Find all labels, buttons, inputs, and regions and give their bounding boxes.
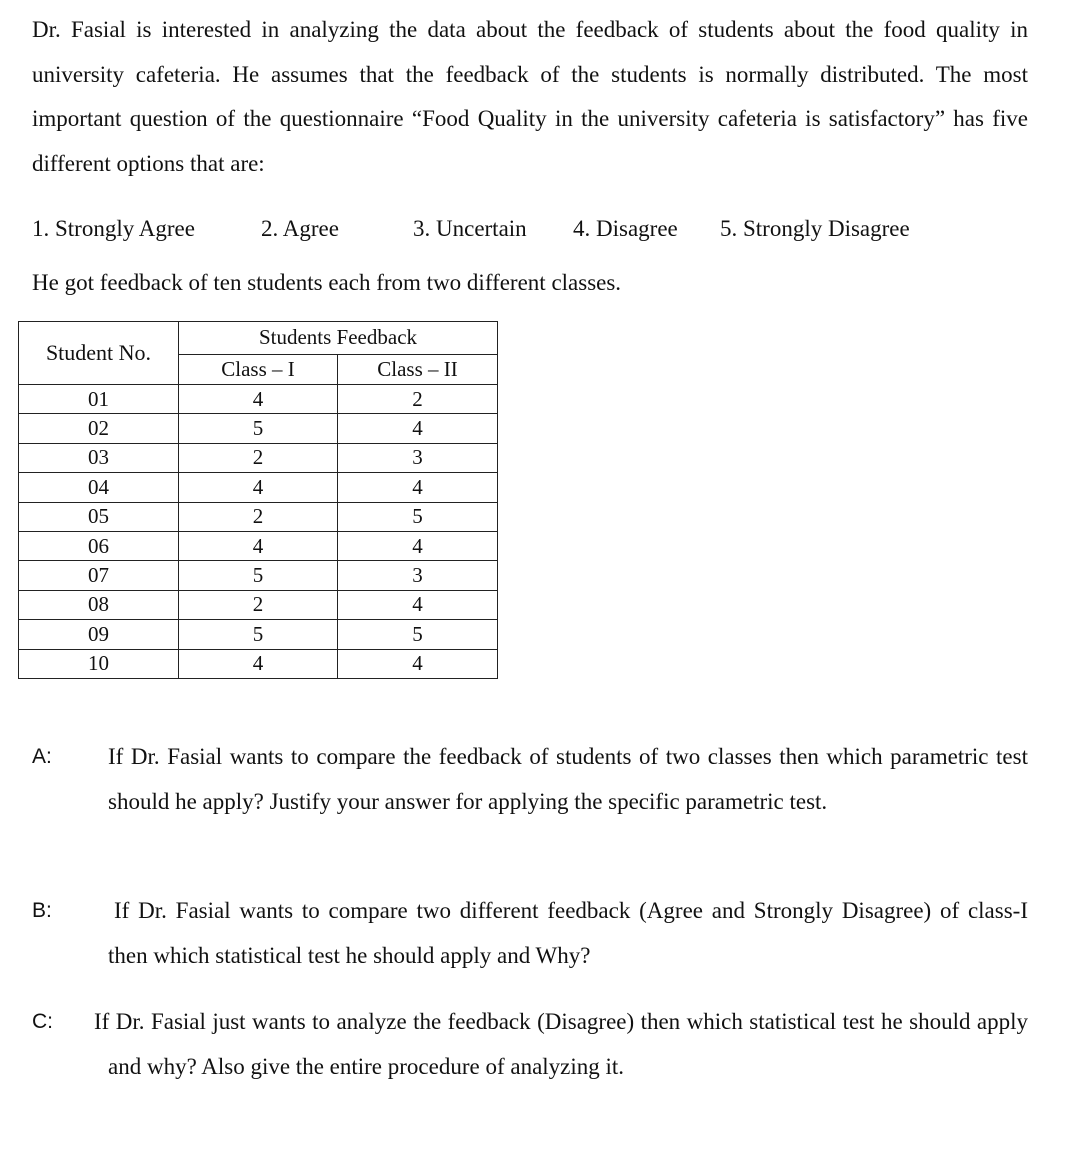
students-feedback-header: Students Feedback bbox=[179, 322, 498, 355]
class-2-cell: 4 bbox=[338, 649, 498, 678]
table-row bbox=[19, 443, 498, 472]
question-c-label: C: bbox=[32, 1010, 53, 1033]
student-no-cell: 06 bbox=[19, 531, 179, 560]
option-agree: 2. Agree bbox=[261, 216, 339, 241]
question-b-text: If Dr. Fasial wants to compare two different feedback (Agree and Strongly Disagree) of class-I then which statistical test he should apply and Why? bbox=[108, 898, 1028, 968]
class-2-cell: 5 bbox=[338, 502, 498, 531]
student-no-cell: 05 bbox=[19, 502, 179, 531]
table-row bbox=[19, 561, 498, 590]
question-c-text: If Dr. Fasial just wants to analyze the feedback (Disagree) then which statistical test he should apply and why? Also give the entire procedure of analyzing it. bbox=[94, 1009, 1028, 1079]
class-1-cell: 4 bbox=[179, 385, 338, 414]
question-a-text: If Dr. Fasial wants to compare the feedback of students of two classes then which parametric test should he apply? Justify your answer for applying the specific parametric test. bbox=[108, 744, 1028, 814]
class-1-cell: 2 bbox=[179, 443, 338, 472]
class-1-cell: 4 bbox=[179, 531, 338, 560]
student-no-cell: 08 bbox=[19, 590, 179, 619]
class-1-cell: 5 bbox=[179, 414, 338, 443]
class-2-header: Class – II bbox=[338, 354, 498, 384]
table-row bbox=[19, 590, 498, 619]
option-strongly-agree: 1. Strongly Agree bbox=[32, 216, 195, 241]
student-no-cell: 03 bbox=[19, 443, 179, 472]
class-1-cell: 4 bbox=[179, 473, 338, 502]
intro-paragraph: Dr. Fasial is interested in analyzing the data about the feedback of students about the food quality in university cafeteria. He assumes that the feedback of the students is normally distributed. The most important question of the questionnaire “Food Quality in the university cafeteria is satisfactory” has five different options that are: bbox=[32, 17, 1028, 176]
feedback-table bbox=[18, 321, 498, 679]
class-2-cell: 4 bbox=[338, 414, 498, 443]
class-2-cell: 2 bbox=[338, 385, 498, 414]
student-no-cell: 04 bbox=[19, 473, 179, 502]
class-2-cell: 5 bbox=[338, 620, 498, 649]
class-1-cell: 2 bbox=[179, 502, 338, 531]
question-b-label: B: bbox=[32, 899, 52, 922]
class-1-header: Class – I bbox=[179, 354, 338, 384]
table-row bbox=[19, 531, 498, 560]
option-strongly-disagree: 5. Strongly Disagree bbox=[720, 216, 910, 241]
feedback-note: He got feedback of ten students each from two different classes. bbox=[32, 270, 622, 295]
option-disagree: 4. Disagree bbox=[573, 216, 678, 241]
class-2-cell: 4 bbox=[338, 590, 498, 619]
student-no-cell: 02 bbox=[19, 414, 179, 443]
class-2-cell: 4 bbox=[338, 531, 498, 560]
class-2-cell: 3 bbox=[338, 561, 498, 590]
class-1-cell: 2 bbox=[179, 590, 338, 619]
student-no-header: Student No. bbox=[19, 322, 179, 385]
class-2-cell: 4 bbox=[338, 473, 498, 502]
class-2-cell: 3 bbox=[338, 443, 498, 472]
table-row bbox=[19, 414, 498, 443]
student-no-cell: 10 bbox=[19, 649, 179, 678]
option-uncertain: 3. Uncertain bbox=[413, 216, 527, 241]
student-no-cell: 09 bbox=[19, 620, 179, 649]
class-1-cell: 5 bbox=[179, 620, 338, 649]
table-row bbox=[19, 649, 498, 678]
table-row bbox=[19, 473, 498, 502]
class-1-cell: 4 bbox=[179, 649, 338, 678]
student-no-cell: 01 bbox=[19, 385, 179, 414]
table-row bbox=[19, 502, 498, 531]
student-no-cell: 07 bbox=[19, 561, 179, 590]
question-a-label: A: bbox=[32, 745, 52, 768]
table-row bbox=[19, 620, 498, 649]
table-row bbox=[19, 385, 498, 414]
class-1-cell: 5 bbox=[179, 561, 338, 590]
